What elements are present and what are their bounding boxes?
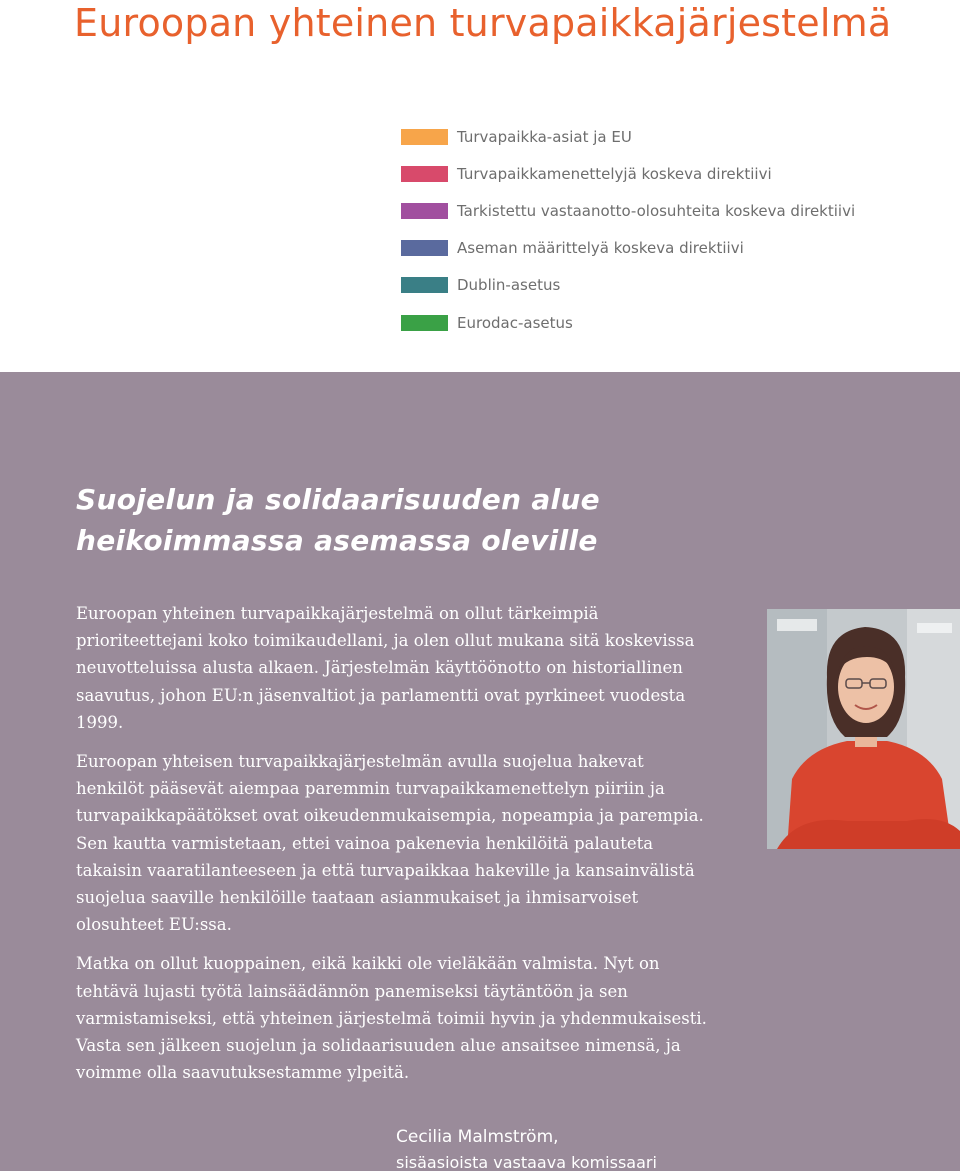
legend-item — [401, 230, 855, 267]
section-subtitle — [76, 479, 600, 561]
portrait-illustration — [767, 609, 960, 849]
legend-swatch — [401, 203, 448, 219]
legend-swatch — [401, 315, 448, 331]
legend-item — [401, 267, 855, 304]
legend-label: Aseman määrittelyä koskeva direktiivi — [457, 239, 744, 258]
paragraph: Euroopan yhteinen turvapaikkajärjestelmä on ollut tärkeimpiä prioriteettejani koko toimikaudellani, ja olen ollut mukana sitä koskevissa neuvotteluissa alusta alkaen. Järjestelmän käyttöönotto on historiallinen saavutus, johon EU:n jäsenvaltiot ja parlamentti ovat pyrkineet vuodesta 1999. — [76, 604, 695, 732]
page-title: Euroopan yhteinen turvapaikkajärjestelmä — [74, 1, 892, 45]
legend-swatch — [401, 129, 448, 145]
legend-item — [401, 192, 855, 229]
legend-item — [401, 118, 855, 155]
legend-swatch — [401, 277, 448, 293]
body-text — [76, 600, 716, 1098]
subtitle-line: Suojelun ja solidaarisuuden alue — [76, 483, 600, 516]
signature — [396, 1125, 657, 1175]
legend-item — [401, 155, 855, 192]
legend-label: Tarkistettu vastaanotto-olosuhteita koskeva direktiivi — [457, 201, 856, 220]
signature-name: Cecilia Malmström, — [396, 1127, 559, 1147]
legend-swatch — [401, 240, 448, 256]
legend-label: Turvapaikka-asiat ja EU — [457, 127, 632, 146]
portrait-photo — [767, 609, 960, 849]
legend-swatch — [401, 166, 448, 182]
legend-item — [401, 304, 855, 341]
legend-label: Turvapaikkamenettelyjä koskeva direktiivi — [457, 164, 772, 183]
signature-role: sisäasioista vastaava komissaari — [396, 1153, 657, 1172]
paragraph: Euroopan yhteisen turvapaikkajärjestelmän avulla suojelua hakevat henkilöt pääsevät aiempaa paremmin turvapaikkamenettelyn piiriin ja turvapaikkapäätökset ovat oikeudenmukaisempia, nopeampia ja parempia. Sen kautta varmistetaan, ettei vainoa pakenevia henkilöitä palauteta takaisin vaaratilanteeseen ja että turvapaikkaa hakeville ja kansainvälistä suojelua saaville henkilöille taataan asianmukaiset ja ihmisarvoiset olosuhteet EU:ssa. — [76, 752, 704, 935]
color-legend — [401, 118, 855, 341]
paragraph: Matka on ollut kuoppainen, eikä kaikki ole vieläkään valmista. Nyt on tehtävä lujasti työtä lainsäädännön panemiseksi täytäntöön ja sen varmistamiseksi, että yhteinen järjestelmä toimii hyvin ja yhdenmukaisesti. Vasta sen jälkeen suojelun ja solidaarisuuden alue ansaitsee nimensä, ja voimme olla saavutuksestamme ylpeitä. — [76, 954, 707, 1083]
legend-label: Dublin-asetus — [457, 276, 561, 295]
subtitle-line: heikoimmassa asemassa oleville — [76, 524, 598, 557]
legend-label: Eurodac-asetus — [457, 313, 573, 332]
